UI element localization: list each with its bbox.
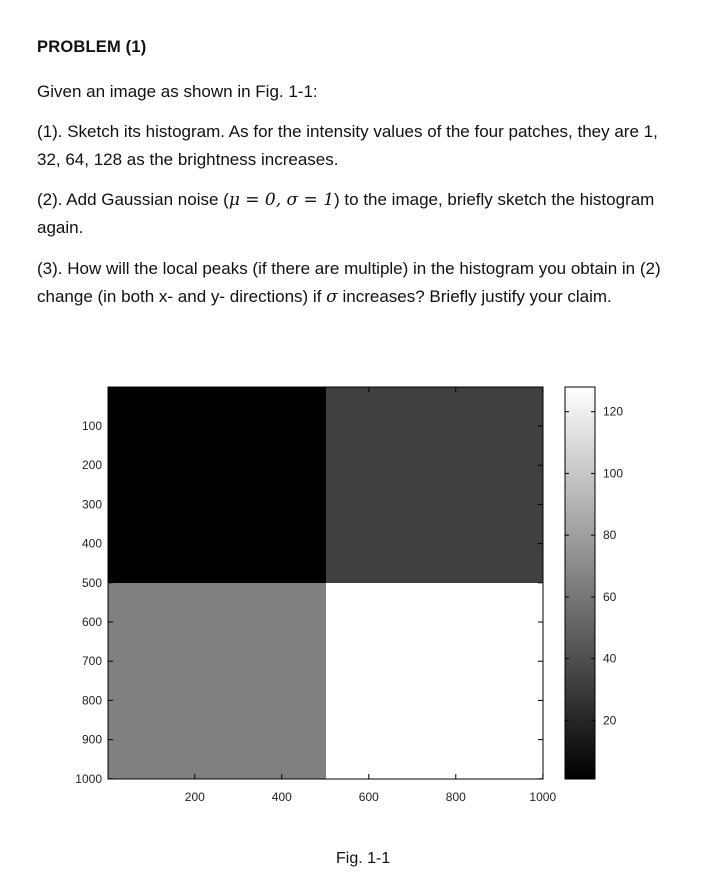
intro-text: Given an image as shown in Fig. 1-1:: [37, 82, 318, 101]
x-tick-label: 200: [184, 790, 205, 804]
x-tick-label: 1000: [529, 790, 557, 804]
y-tick-label: 600: [81, 615, 102, 630]
plot-frame: [108, 387, 543, 779]
x-tick-label: 800: [445, 790, 466, 804]
colorbar-tick-label: 60: [603, 589, 617, 604]
colorbar-tick-label: 20: [603, 713, 617, 728]
y-tick-label: 400: [81, 536, 102, 551]
x-tick-label: 600: [358, 790, 379, 804]
y-tick-label: 800: [81, 693, 102, 708]
patch-bottom-left: [108, 583, 326, 779]
y-tick-label: 1000: [75, 771, 102, 786]
colorbar: [565, 387, 623, 779]
y-tick-label: 300: [81, 497, 102, 512]
patch-top-left: [108, 387, 326, 583]
colorbar-tick-label: 100: [603, 466, 624, 481]
question-2-text-before: (2). Add Gaussian noise (: [37, 190, 229, 209]
problem-heading: PROBLEM (1): [37, 38, 147, 56]
sigma-symbol: σ: [326, 287, 338, 307]
figure-caption: Fig. 1-1: [336, 850, 391, 867]
y-tick-label: 500: [81, 575, 102, 590]
y-tick-label: 100: [81, 419, 102, 434]
y-tick-label: 200: [81, 458, 102, 473]
noise-parameters: μ = 0, σ = 1: [228, 190, 335, 210]
x-tick-label: 400: [271, 790, 292, 804]
question-3-text-after: increases? Briefly justify your claim.: [337, 287, 612, 306]
question-3-text-before: (3). How will the local peaks (if there are multiple) in the histogram you obtain in (2) change (in both x- and y- directions) if: [37, 259, 661, 306]
colorbar-ticks: [565, 405, 623, 728]
question-2: [37, 186, 677, 242]
colorbar-tick-label: 120: [603, 404, 624, 419]
question-3: [37, 255, 677, 311]
colorbar-gradient: [565, 387, 595, 779]
axis-ticks: [75, 387, 556, 804]
question-2-text-after: ) to the image, briefly sketch the histogram again.: [37, 190, 655, 237]
y-tick-label: 700: [81, 654, 102, 669]
colorbar-tick-label: 40: [603, 651, 617, 666]
patch-top-right: [326, 387, 543, 583]
y-tick-label: 900: [81, 732, 102, 747]
question-1: (1). Sketch its histogram. As for the intensity values of the four patches, they are 1, 32, 64, 128 as the brightness increases.: [37, 122, 658, 169]
colorbar-tick-label: 80: [603, 528, 617, 543]
patch-bottom-right: [326, 583, 543, 779]
image-plot: [75, 387, 556, 804]
